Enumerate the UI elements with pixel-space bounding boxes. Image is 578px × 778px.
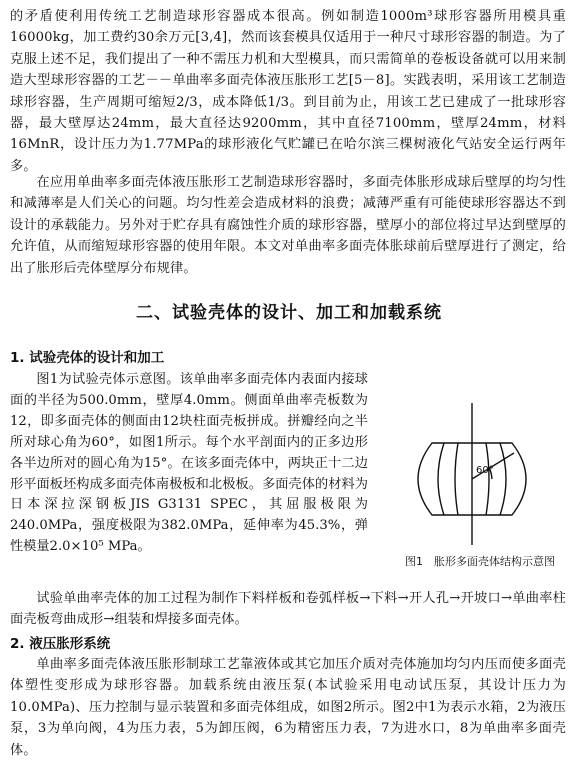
seam-line (455, 443, 458, 515)
seam-line (500, 443, 506, 515)
subsection-heading-2: 2. 液压胀形系统 (10, 636, 111, 652)
hydraulic-paragraph: 单曲率多面壳体液压胀形制球工艺靠液体或其它加压介质对壳体施加均匀内压而使多面壳体塑性变形成为球形容器。加载系统由液压泵(本试验采用电动试压泵，其设计压力为10.0MPa)、压力控制与显示装置和多面壳体组成，如图2所示。图2中1为表示水箱，2为液压泵，3为单向阀，4为压力表，5为卸压阀，6为精密压力表，7为进水口，8为单曲率多面壳体。 (10, 657, 566, 758)
figure-caption: 图1 胀形多面壳体结构示意图 (405, 555, 555, 568)
shell-design-paragraph: 图1为试验壳体示意图。该单曲率多面壳体内表面内接球面的半径为500.0mm，壁厚4.0mm。侧面单曲率壳板数为12，即多面壳体的侧面由12块柱面壳板拼成。拼瓣经向之半所对球心角为60°，如图1所示。每个水平剖面内的正多边形各半边所对的圆心角为15°。在该多面壳体中，两块正十二边形平面板坯构成多面壳体南极板和北极板。多面壳体的材料为日本深拉深钢板JIS G3131 SPEC，其屈服极限为240.0MPa，强度极限为382.0MPa，延伸率为45.3%，弹性模量2.0×10⁵ MPa。 (10, 372, 368, 555)
seam-line (438, 443, 444, 515)
thickness-paragraph: 在应用单曲率多面壳体液压胀形工艺制造球形容器时，多面壳体胀形成球后壁厚的均匀性和减薄率是人们关心的问题。均匀性差会造成材料的浪费；减薄严重有可能使球形容器达不到设计的承载能力。另外对于贮存具有腐蚀性介质的球形容器，壁厚小的部位将过早达到壁厚的允许值，从而缩短球形容器的使用年限。本文对单曲率多面壳体胀球前后壁厚进行了测定，给出了胀形后壳体壁厚分布规律。 (10, 175, 566, 276)
process-paragraph: 试验单曲率壳体的加工过程为制作下料样板和卷弧样板→下料→开人孔→开坡口→单曲率柱面壳板弯曲成形→组装和焊接多面壳体。 (10, 591, 566, 628)
angle-label: 60° (476, 465, 494, 476)
subsection-heading-1: 1. 试验壳体的设计和加工 (10, 350, 165, 366)
shell-diagram (392, 395, 552, 565)
figure-1 (392, 395, 552, 565)
intro-paragraph: 的矛盾使利用传统工艺制造球形容器成本很高。例如制造1000m³球形容器所用模具重16000kg，加工费约30余万元[3,4]，然而该套模具仅适用于一种尺寸球形容器的制造。为了克服上述不足，我们提出了一种不需压力机和大型模具，而只需简单的卷板设备就可以用来制造大型球形容器的工艺－－单曲率多面壳体液压胀形工艺[5－8]。实践表明，采用该工艺制造球形容器，生产周期可缩短2/3，成本降低1/3。到目前为止，用该工艺已建成了一批球形容器，最大壁厚达24mm，最大直径达9200mm，其中直径7100mm，壁厚24mm，材料16MnR，设计压力为1.77MPa的球形液化气贮罐已在哈尔滨三棵树液化气站安全运行两年多。 (10, 9, 566, 174)
section-title: 二、试验壳体的设计、加工和加载系统 (136, 303, 442, 323)
seam-line (486, 443, 489, 515)
